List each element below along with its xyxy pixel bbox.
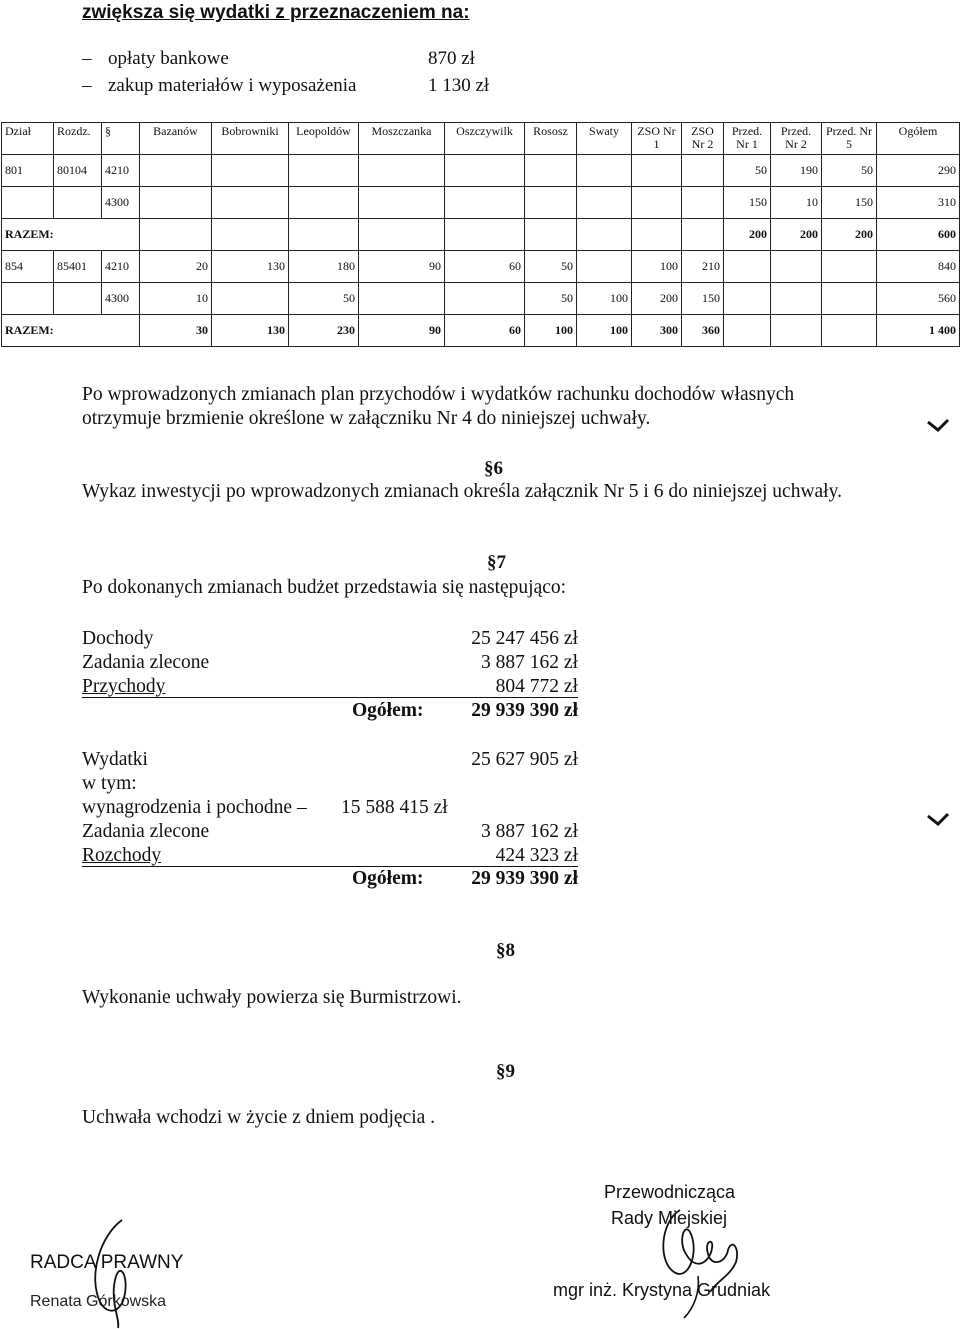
table-cell [632,155,682,187]
expenses-total-label: Ogółem: [352,868,424,889]
column-header: Przed. Nr 2 [771,123,822,155]
table-cell: 310 [877,187,960,219]
table-cell [577,219,632,251]
table-cell [289,155,359,187]
table-cell: 4300 [102,283,140,315]
table-cell: 60 [445,251,525,283]
table-cell: 50 [289,283,359,315]
expenses-label: Wydatki [82,749,148,770]
table-cell: 4300 [102,187,140,219]
column-header: ZSO Nr 1 [632,123,682,155]
section-heading: zwiększa się wydatki z przeznaczeniem na: [82,2,470,23]
column-header: Swaty [577,123,632,155]
bullet-dash: – [82,75,92,96]
expense-label: Zadania zlecone [82,821,210,842]
table-cell [525,219,577,251]
table-cell: 200 [822,219,877,251]
expenses-sum-rule [82,866,578,867]
chair-name: mgr inż. Krystyna Grudniak [553,1280,771,1300]
table-row [2,315,960,347]
section-number-8: §8 [496,940,515,961]
table-cell [724,251,771,283]
table-cell [525,187,577,219]
table-cell: 50 [724,155,771,187]
legal-signature [74,1216,144,1329]
table-cell: 90 [359,251,445,283]
chair-title: Przewodnicząca [604,1182,736,1202]
income-label: Zadania zlecone [82,652,210,673]
section-8-text: Wykonanie uchwały powierza się Burmistrzowi. [82,987,462,1008]
table-cell [577,187,632,219]
table-cell [212,187,289,219]
section-number-9: §9 [496,1061,515,1082]
table-cell [359,283,445,315]
income-label: Dochody [82,628,154,649]
section-number-7: §7 [487,552,506,573]
table-cell: 150 [822,187,877,219]
section-6-text: Wykaz inwestycji po wprowadzonych zmianach określa załącznik Nr 5 i 6 do niniejszej uchwały. [82,481,842,502]
table-cell [212,155,289,187]
table-cell [445,187,525,219]
table-cell: 801 [2,155,54,187]
bullet-amount: 1 130 zł [428,75,490,96]
table-header-row [2,123,960,155]
table-cell: 4210 [102,155,140,187]
legal-counsel-title: RADCA PRAWNY [30,1252,184,1273]
column-header: Moszczanka [359,123,445,155]
table-cell: 90 [359,315,445,347]
section-number-6: §6 [484,458,503,479]
income-amount: 3 887 162 zł [481,652,578,673]
table-cell: 180 [289,251,359,283]
column-header: Rozdz. [54,123,102,155]
table-cell [289,187,359,219]
bullet-item [82,75,602,99]
table-cell [632,187,682,219]
legal-counsel-name: Renata Górkowska [30,1293,167,1310]
table-cell [359,187,445,219]
chair-signature [640,1192,760,1322]
table-row [2,251,960,283]
table-cell: 290 [877,155,960,187]
table-cell: 560 [877,283,960,315]
income-sum-rule [82,697,578,698]
table-cell [445,283,525,315]
table-cell: 840 [877,251,960,283]
table-cell: 1 400 [877,315,960,347]
income-amount: 25 247 456 zł [471,628,578,649]
table-cell: 600 [877,219,960,251]
paragraph-line: Po wprowadzonych zmianach plan przychodów i wydatków rachunku dochodów własnych [82,384,795,405]
wages-label: wynagrodzenia i pochodne – [82,797,307,818]
table-cell [682,219,724,251]
column-header: ZSO Nr 2 [682,123,724,155]
table-cell: 100 [577,283,632,315]
scan-mark [926,812,950,826]
table-cell: 190 [771,155,822,187]
table-cell: 210 [682,251,724,283]
table-cell [2,187,54,219]
table-cell: 360 [682,315,724,347]
table-cell [212,283,289,315]
column-header: Leopoldów [289,123,359,155]
table-cell: 4210 [102,251,140,283]
table-cell [682,155,724,187]
table-cell: 60 [445,315,525,347]
expense-label: Rozchody [82,845,162,866]
table-cell [771,315,822,347]
table-row [2,283,960,315]
bullet-item [82,48,602,72]
table-body [2,155,960,347]
table-cell: 854 [2,251,54,283]
column-header: Bazanów [140,123,212,155]
table-row [2,155,960,187]
income-total-label: Ogółem: [352,700,424,721]
bullet-label: opłaty bankowe [108,48,229,69]
section-7-intro: Po dokonanych zmianach budżet przedstawia się następująco: [82,577,567,598]
table-cell [822,251,877,283]
table-cell: 200 [724,219,771,251]
table-row [2,187,960,219]
table-cell: 150 [682,283,724,315]
expense-amount: 424 323 zł [495,845,578,866]
table-cell [289,219,359,251]
column-header: Rososz [525,123,577,155]
table-cell [632,219,682,251]
expenses-total-amount: 29 939 390 zł [471,868,578,889]
column-header: Ogółem [877,123,960,155]
column-header: § [102,123,140,155]
table-cell: 50 [822,155,877,187]
table-cell [724,283,771,315]
table-cell [54,187,102,219]
table-cell: 30 [140,315,212,347]
table-cell [2,283,54,315]
income-amount: 804 772 zł [495,676,578,697]
table-cell: 50 [525,251,577,283]
table-cell: 130 [212,315,289,347]
chair-council: Rady Miejskiej [611,1208,728,1228]
table-cell: 20 [140,251,212,283]
section-9-text: Uchwała wchodzi w życie z dniem podjęcia . [82,1107,436,1128]
table-cell [140,187,212,219]
table-cell: RAZEM: [2,219,140,251]
table-cell [771,251,822,283]
table-cell [359,219,445,251]
expenses-amount: 25 627 905 zł [471,749,578,770]
bullet-dash: – [82,48,92,69]
table-cell [724,315,771,347]
table-row [2,219,960,251]
bullet-label: zakup materiałów i wyposażenia [108,75,357,96]
column-header: Przed. Nr 5 [822,123,877,155]
column-header: Oszczywilk [445,123,525,155]
column-header: Przed. Nr 1 [724,123,771,155]
scan-mark [926,418,950,432]
expense-amount: 3 887 162 zł [481,821,578,842]
table-cell [577,155,632,187]
table-cell [771,283,822,315]
column-header: Dział [2,123,54,155]
table-cell [212,219,289,251]
table-cell: 200 [771,219,822,251]
table-cell [140,155,212,187]
table-cell: 100 [577,315,632,347]
table-cell [577,251,632,283]
table-cell [525,155,577,187]
table-cell: 150 [724,187,771,219]
budget-changes-table [1,122,960,347]
wages-amount: 15 588 415 zł [341,797,448,818]
table-cell [359,155,445,187]
table-cell [445,155,525,187]
table-cell [822,315,877,347]
table-cell [445,219,525,251]
column-header: Bobrowniki [212,123,289,155]
table-cell: 80104 [54,155,102,187]
paragraph-line: otrzymuje brzmienie określone w załączniku Nr 4 do niniejszej uchwały. [82,408,651,429]
table-cell [140,219,212,251]
income-total-amount: 29 939 390 zł [471,700,578,721]
table-cell: 100 [632,251,682,283]
income-label: Przychody [82,676,166,697]
table-cell: 50 [525,283,577,315]
table-cell: RAZEM: [2,315,140,347]
table-cell [54,283,102,315]
table-cell: 230 [289,315,359,347]
table-cell: 130 [212,251,289,283]
table-cell: 10 [140,283,212,315]
in-that-label: w tym: [82,773,137,794]
bullet-amount: 870 zł [428,48,475,69]
table-cell: 100 [525,315,577,347]
table-cell: 200 [632,283,682,315]
table-cell [822,283,877,315]
table-cell: 85401 [54,251,102,283]
table-cell [682,187,724,219]
table-cell: 10 [771,187,822,219]
table-cell: 300 [632,315,682,347]
